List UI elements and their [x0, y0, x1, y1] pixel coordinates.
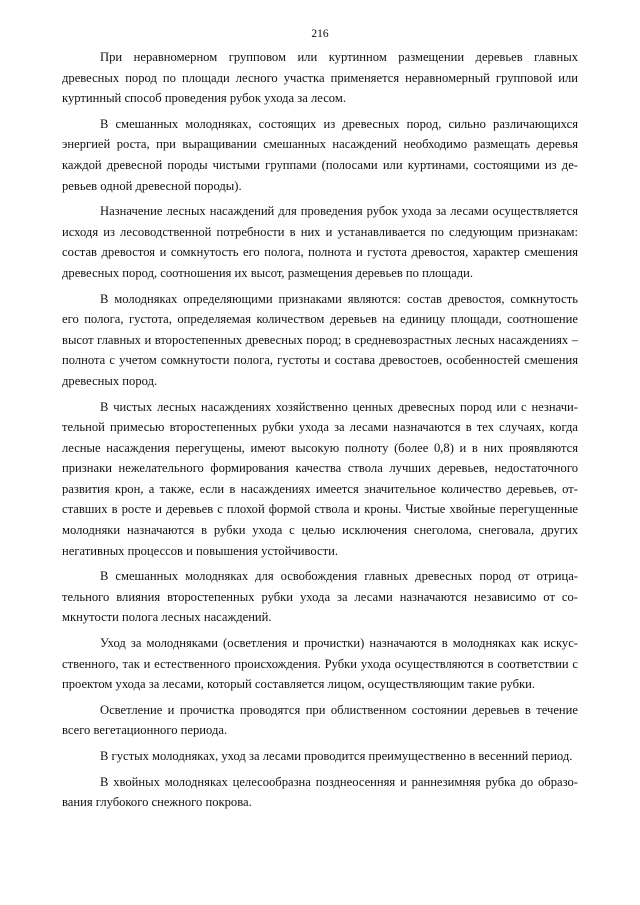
paragraph-4: В молодняках определяющими признаками являются: состав древостоя, сомкнутость его полога, густота, определяемая количеством деревьев на единицу площади, соотношение высот главных и второстепенных древесных пород; в средневозрастных лесных насаждениях – полнота с учетом сомкнутости полога, густоты и состава древостоев, особенностей смешения древесных пород. — [62, 291, 578, 388]
paragraph-9: В густых молодняках, уход за лесами проводится преимущественно в весенний период. — [100, 749, 573, 763]
paragraph-5: В чистых лесных насаждениях хозяйственно ценных древесных пород или с незначительной примесью второстепенных рубки ухода за лесами назначаются в тех случаях, когда лесные насаждения перегущены, имеют высокую полноту (более 0,8) и в них проявляются признаки нежелательного формирования качества ствола лучших деревьев, недостаточного развития крон, а также, если в насаждениях имеется значительное количество деревьев, отставших в росте и деревьев с плохой формой ствола и кроны. Чистые хвойные перегущенные молодняки назначаются в рубки ухода с целью исключения снеголома, снеговала, других негативных процессов и повышения устойчивости. — [62, 399, 578, 558]
paragraph-8: Осветление и прочистка проводятся при облиственном состоянии деревьев в течение всего вегетационного периода. — [62, 702, 578, 738]
paragraph-1: При неравномерном групповом или куртинном размещении деревьев главных древесных пород по площади лесного участка применяется неравномерный групповой или куртинный способ проведения рубок ухода за лесом. — [62, 50, 578, 106]
body-text — [62, 47, 578, 818]
paragraph-10: В хвойных молодняках целесообразна позднеосенняя и раннезимняя рубка до образования глубокого снежного покрова. — [62, 774, 578, 810]
page-number: 216 — [311, 28, 329, 40]
paragraph-7: Уход за молодняками (осветления и прочистки) назначаются в молодняках как искусственного, так и естественного происхождения. Рубки ухода осуществляются в соответствии с проектом ухода за лесами, который составляется лицом, осуществляющим такие рубки. — [62, 636, 578, 692]
paragraph-6: В смешанных молодняках для освобождения главных древесных пород от отрицательного влияния второстепенных рубки ухода за лесами назначаются независимо от сомкнутости полога лесных насаждений. — [62, 569, 578, 625]
paragraph-2: В смешанных молодняках, состоящих из древесных пород, сильно различающихся энергией роста, при выращивании смешанных насаждений необходимо размещать деревья каждой древесной породы чистыми группами (полосами или куртинами, состоящими из деревьев одной древесной породы). — [62, 116, 578, 193]
paragraph-3: Назначение лесных насаждений для проведения рубок ухода за лесами осуществляется исходя из лесоводственной потребности в них и устанавливается по следующим признакам: состав древостоя и сомкнутость его полога, полнота и густота древостоя, характер смешения древесных пород, соотношения их высот, размещения деревьев по площади. — [62, 204, 578, 280]
